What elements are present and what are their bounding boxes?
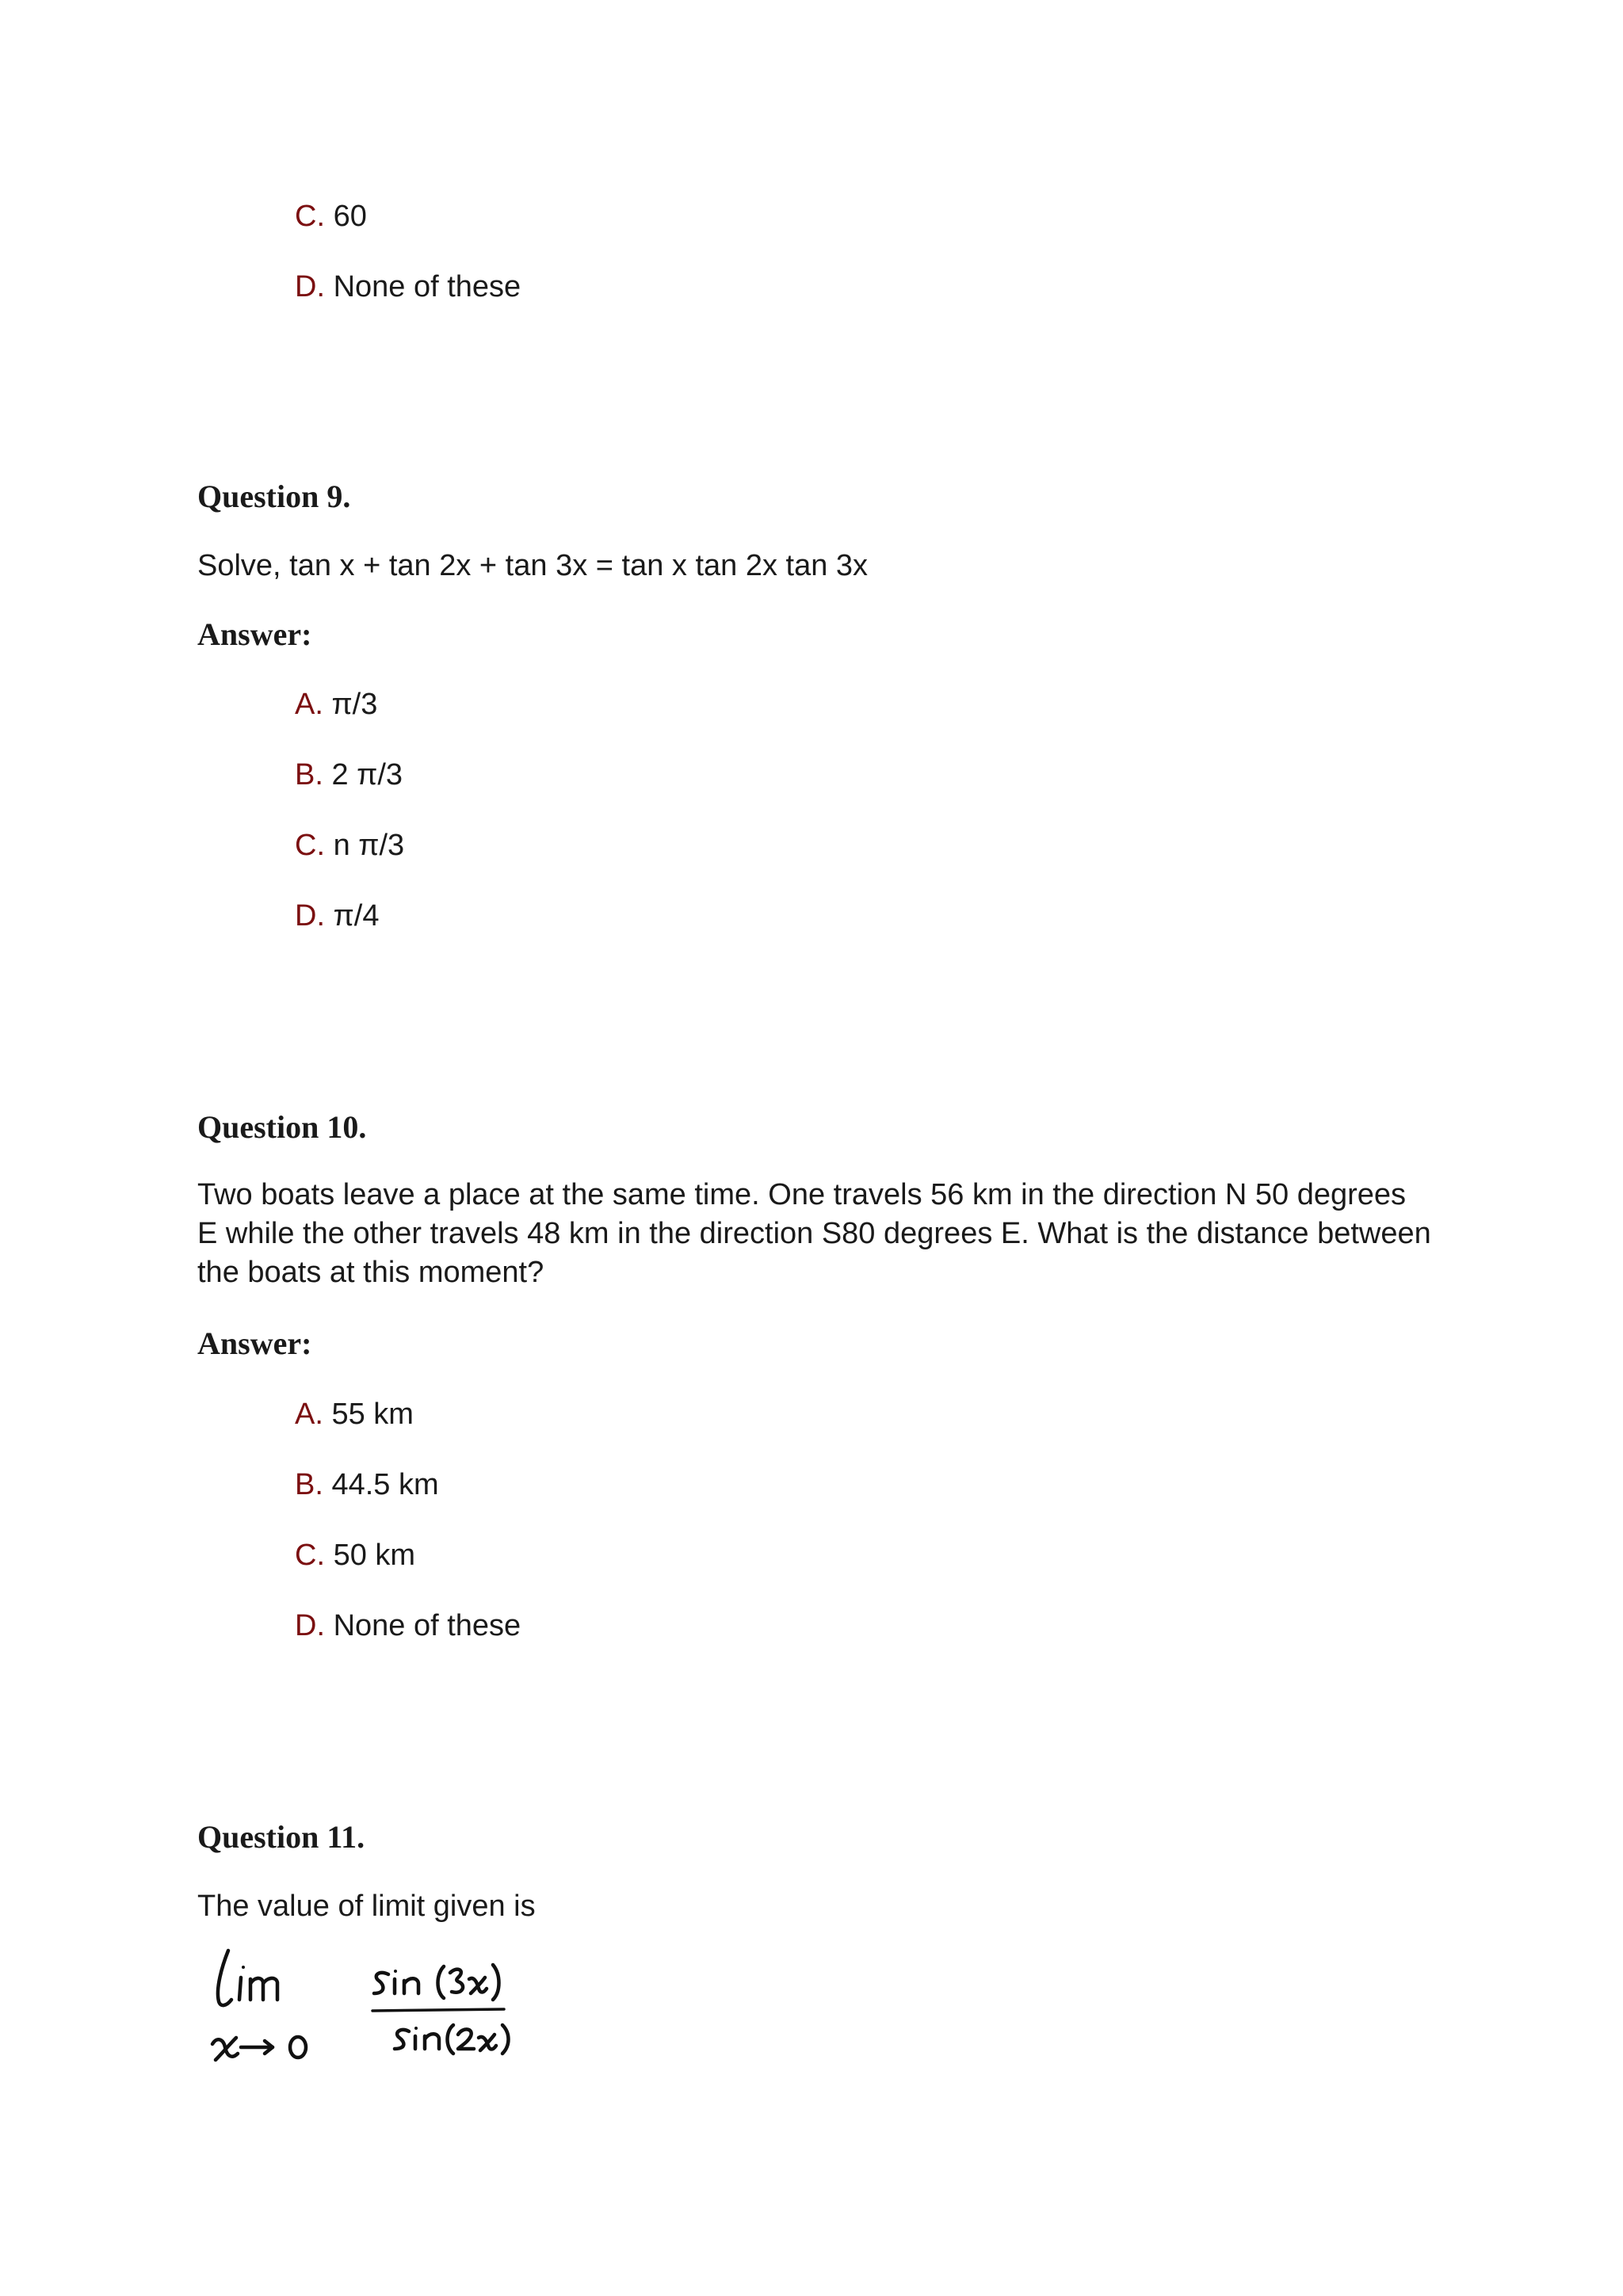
option-text: None of these — [333, 1609, 521, 1642]
question-10-answer-label: Answer: — [197, 1325, 312, 1361]
option-d — [295, 898, 379, 933]
question-9-heading: Question 9. — [197, 479, 351, 514]
question-9-answer-label: Answer: — [197, 616, 312, 652]
option-letter: B. — [295, 1468, 323, 1501]
option-letter: C. — [295, 200, 325, 233]
option-c — [295, 199, 367, 234]
option-text: 2 π/3 — [331, 758, 403, 791]
option-letter: D. — [295, 270, 325, 303]
option-a — [295, 1397, 414, 1432]
option-a — [295, 687, 377, 722]
question-9-text — [197, 547, 1449, 585]
option-d — [295, 269, 521, 304]
option-text: π/4 — [333, 899, 380, 933]
option-letter: C. — [295, 829, 325, 862]
option-c — [295, 828, 404, 863]
option-text: 44.5 km — [331, 1468, 439, 1501]
question-11-text — [197, 1887, 1449, 1926]
question-text-line: Two boats leave a place at the same time. One travels 56 km in the direction N 50 degrees — [197, 1178, 1407, 1211]
option-d — [295, 1608, 521, 1643]
option-letter: A. — [295, 1398, 323, 1431]
question-10-text — [197, 1176, 1449, 1292]
option-text: 60 — [333, 200, 367, 233]
question-11-heading: Question 11. — [197, 1819, 365, 1855]
option-text: n π/3 — [333, 829, 405, 862]
question-text-line: E while the other travels 48 km in the direction S80 degrees E. What is the distance between — [197, 1217, 1431, 1250]
option-text: π/3 — [331, 688, 378, 721]
question-text-line: the boats at this moment? — [197, 1256, 544, 1289]
option-letter: D. — [295, 899, 325, 933]
option-text: None of these — [333, 270, 521, 303]
question-text-line: The value of limit given is — [197, 1890, 536, 1923]
option-letter: D. — [295, 1609, 325, 1642]
question-text-line: Solve, tan x + tan 2x + tan 3x = tan x tan 2x tan 3x — [197, 549, 869, 582]
option-text: 55 km — [331, 1398, 414, 1431]
option-letter: C. — [295, 1539, 325, 1572]
option-c — [295, 1538, 415, 1573]
option-letter: A. — [295, 688, 323, 721]
option-b — [295, 757, 403, 792]
option-letter: B. — [295, 758, 323, 791]
option-b — [295, 1467, 439, 1502]
question-10-heading: Question 10. — [197, 1109, 367, 1145]
handwritten-limit-expression — [204, 1943, 569, 2085]
option-text: 50 km — [333, 1539, 416, 1572]
